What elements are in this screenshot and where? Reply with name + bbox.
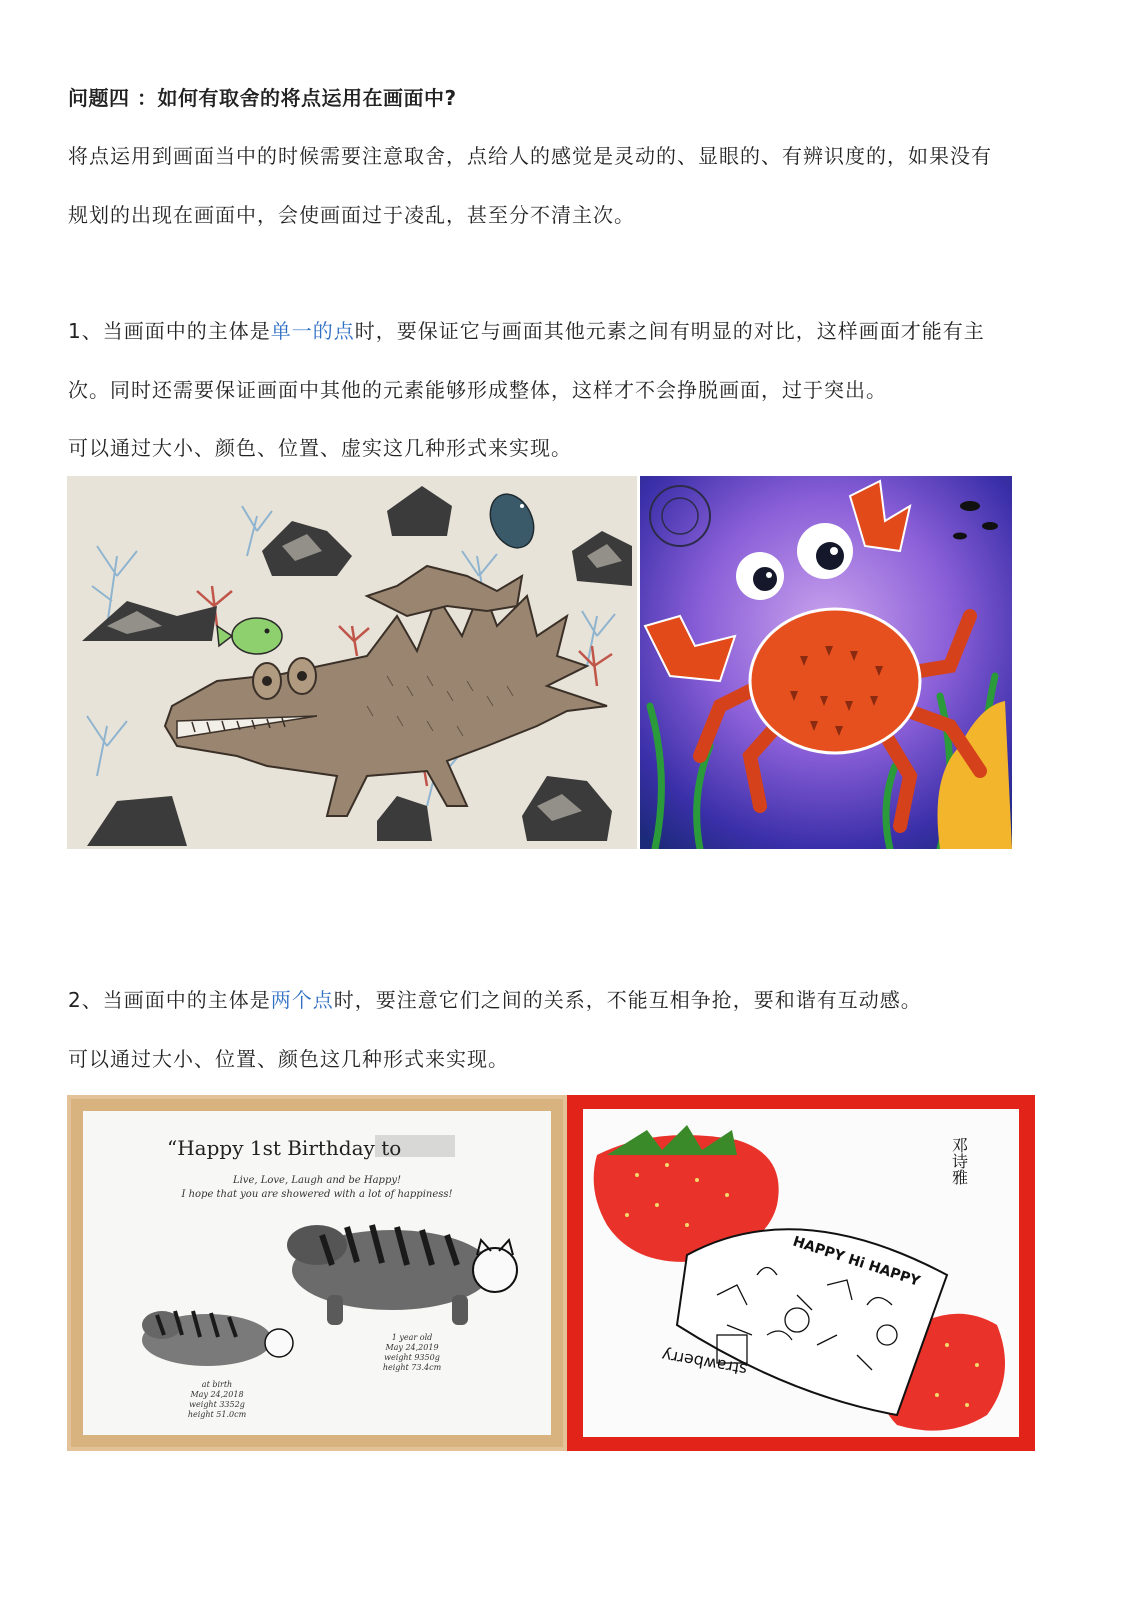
point1-suffix: 时，要保证它与画面其他元素之间有明显的对比，这样画面才能有主 — [354, 319, 985, 343]
strawberry-artwork-image — [567, 1095, 1035, 1451]
point1-highlight: 单一的点 — [270, 319, 355, 343]
point1-prefix: 1、当画面中的主体是 — [68, 319, 271, 343]
point2-line-2: 可以通过大小、位置、颜色这几种形式来实现。 — [68, 1047, 509, 1071]
birthday-line-1: Live, Love, Laugh and be Happy! — [232, 1175, 402, 1186]
strawberry-banner: HAPPY Hi HAPPY — [790, 1233, 922, 1290]
point1-line-3: 可以通过大小、颜色、位置、虚实这几种形式来实现。 — [68, 436, 572, 460]
section-heading: 问题四 ：如何有取舍的将点运用在画面中? — [68, 86, 457, 110]
small-label-0: at birth — [201, 1380, 233, 1389]
birthday-line-2: I hope that you are showered with a lot of happiness! — [181, 1189, 453, 1200]
point1-line-1 — [68, 315, 985, 344]
small-label-3: height 51.0cm — [187, 1410, 247, 1419]
intro-line-1: 将点运用到画面当中的时候需要注意取舍，点给人的感觉是灵动的、显眼的、有辨识度的，如果没有 — [68, 144, 992, 168]
big-label-2: weight 9350g — [384, 1353, 440, 1362]
strawberry-word: strawberry — [660, 1345, 749, 1380]
small-label-2: weight 3352g — [189, 1400, 245, 1409]
birthday-title: “Happy 1st Birthday to — [167, 1136, 402, 1160]
strawberry-signature: 邓诗雅 — [949, 1137, 969, 1185]
intro-line-2: 规划的出现在画面中，会使画面过于凌乱，甚至分不清主次。 — [68, 203, 635, 227]
crab-artwork-image — [640, 476, 1012, 849]
point2-prefix: 2、当画面中的主体是 — [68, 988, 271, 1012]
big-label-1: May 24,2019 — [385, 1343, 439, 1352]
point1-line-2: 次。同时还需要保证画面中其他的元素能够形成整体，这样才不会挣脱画面，过于突出。 — [68, 378, 887, 402]
crocodile-artwork-image — [67, 476, 637, 849]
birthday-footprint-image — [67, 1095, 567, 1451]
point2-highlight: 两个点 — [270, 988, 334, 1012]
big-label-3: height 73.4cm — [382, 1363, 442, 1372]
small-label-1: May 24,2018 — [190, 1390, 244, 1399]
big-label-0: 1 year old — [391, 1333, 433, 1342]
point2-suffix: 时，要注意它们之间的关系，不能互相争抢，要和谐有互动感。 — [333, 988, 922, 1012]
point2-line-1 — [68, 984, 922, 1013]
